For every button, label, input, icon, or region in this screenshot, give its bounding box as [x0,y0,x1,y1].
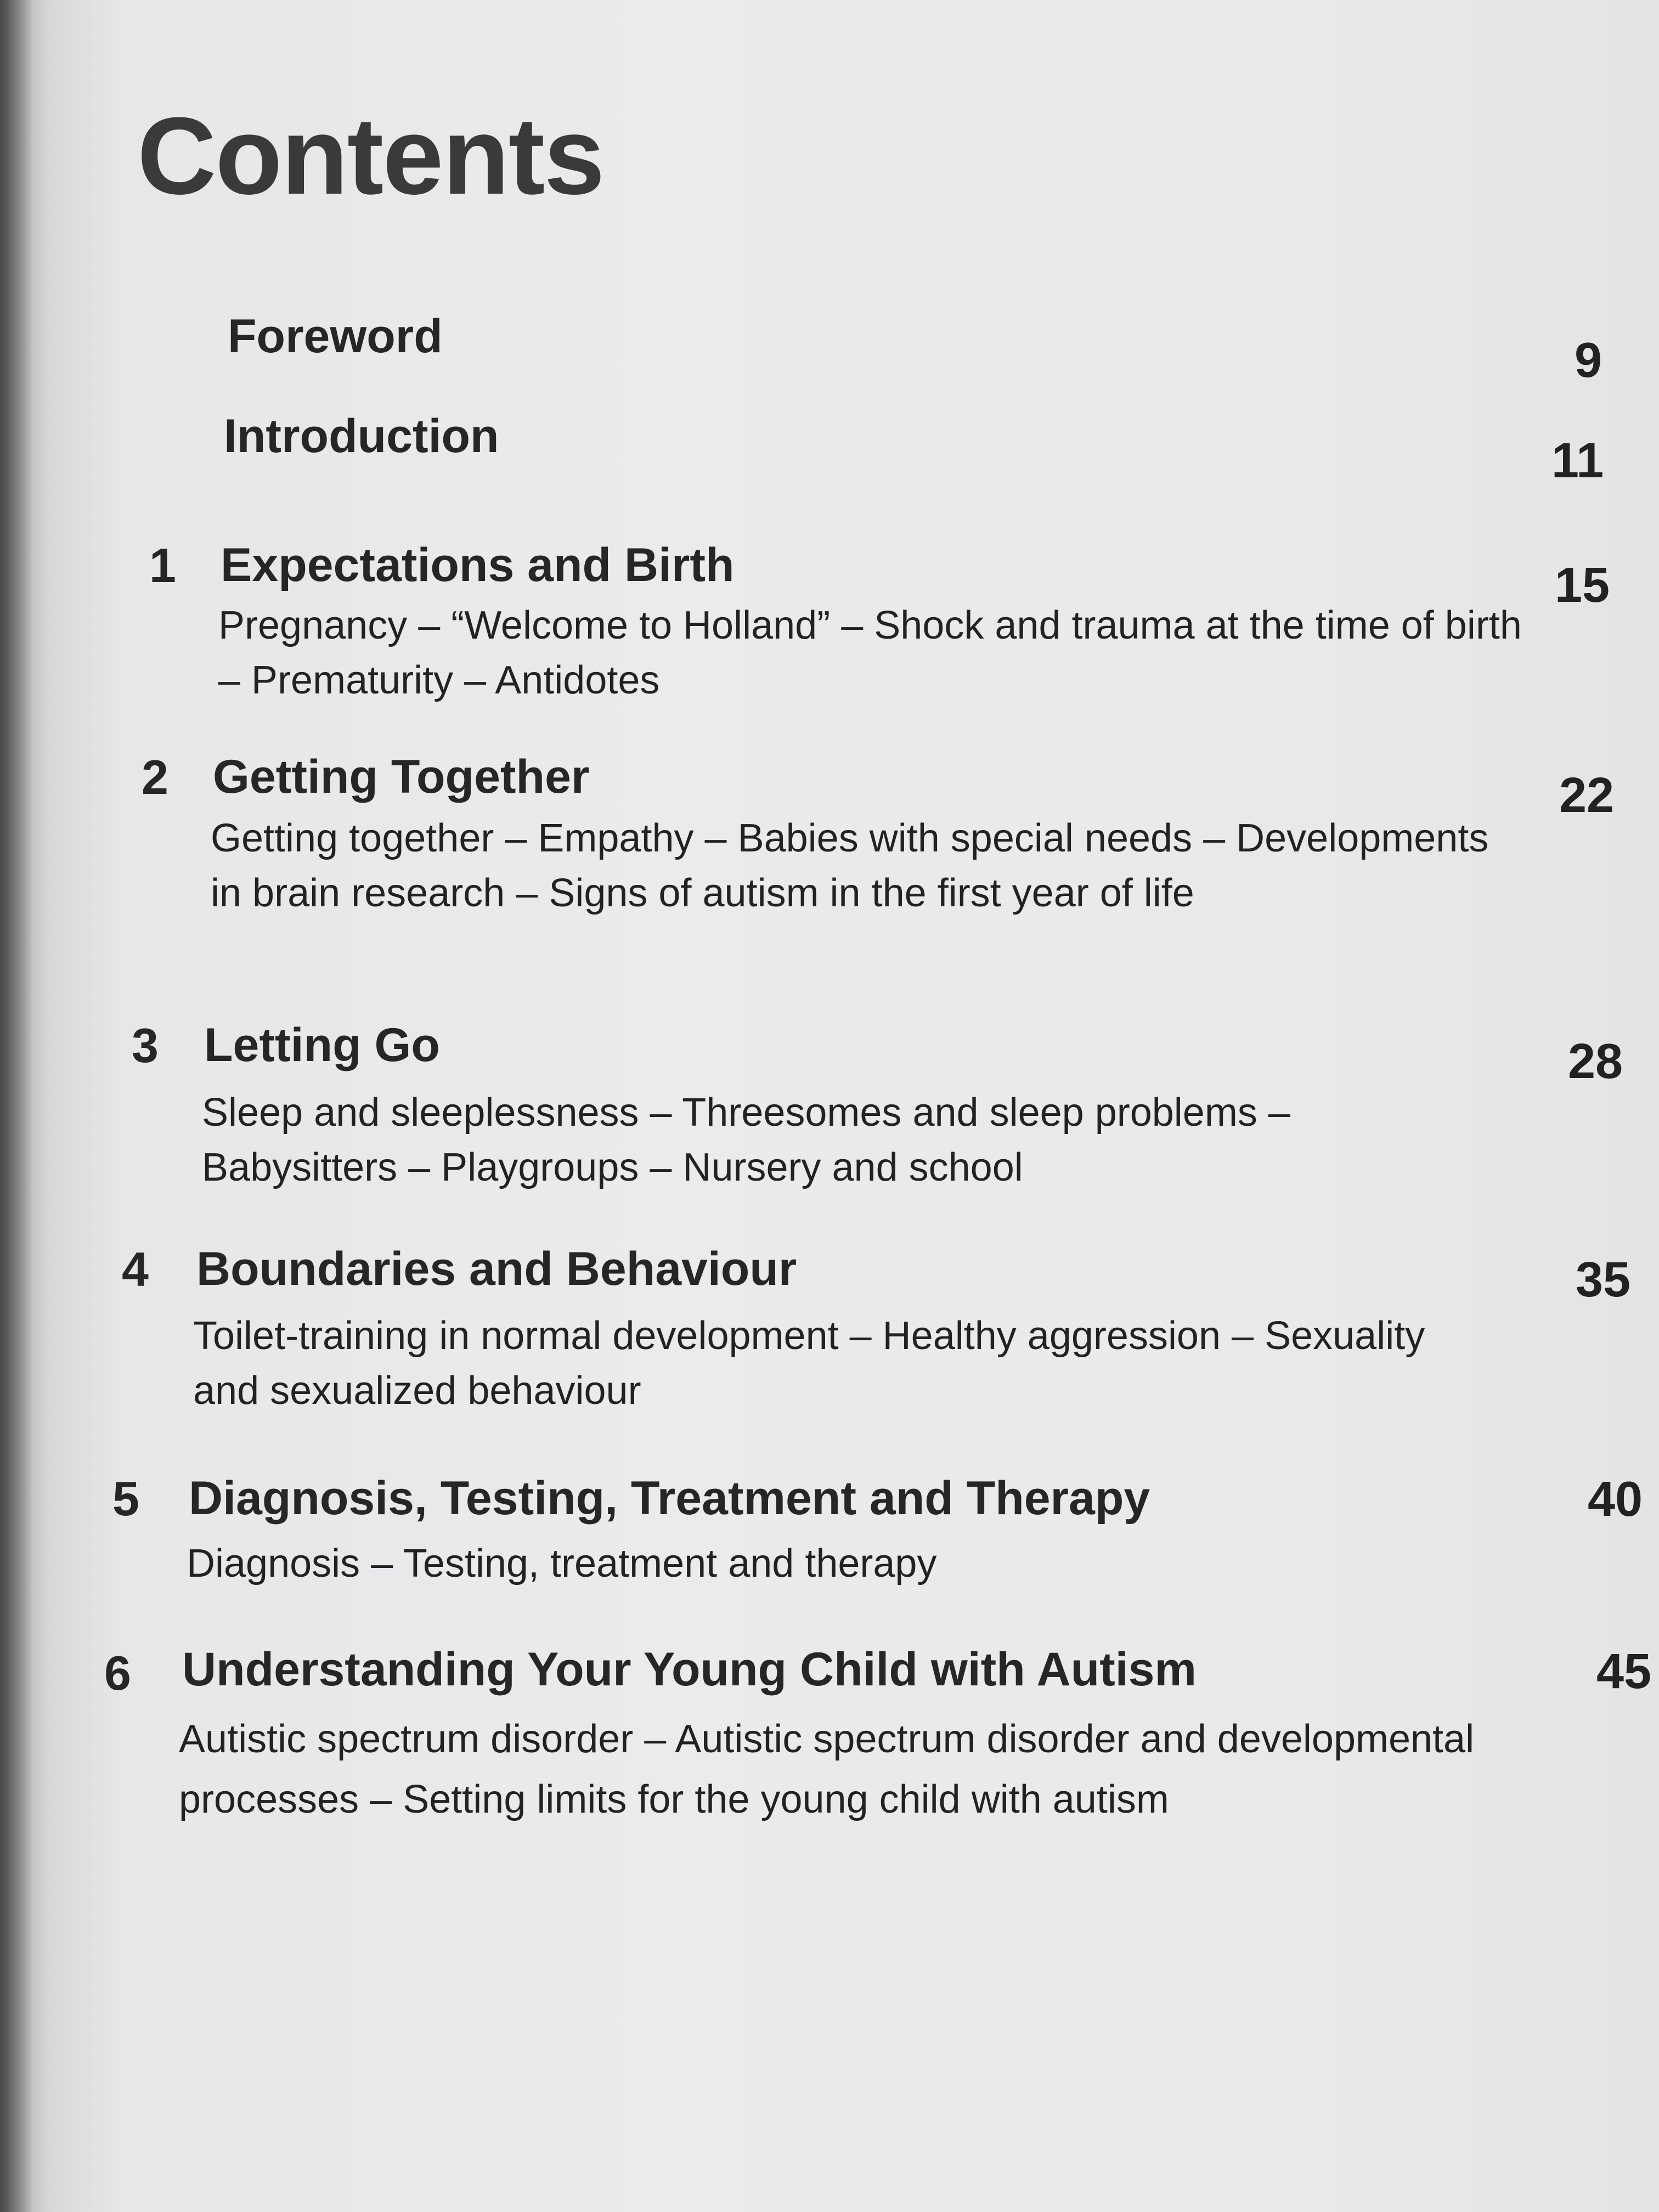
chapter-number: 4 [122,1242,149,1296]
chapter-description: Pregnancy – “Welcome to Holland” – Shock and trauma at the time of birth – Prematurity – Antidotes [218,603,1522,702]
chapter-page: 35 [1576,1252,1631,1307]
chapter-page: 28 [1568,1034,1623,1089]
chapter-description: Diagnosis – Testing, treatment and therapy [187,1542,937,1585]
chapter-title: Diagnosis, Testing, Treatment and Therapy [189,1472,1150,1525]
chapter-number: 5 [112,1471,139,1526]
chapter-description: Getting together – Empathy – Babies with special needs – Developments in brain research – Signs of autism in the first year of life [211,816,1489,915]
chapter-description: Toilet-training in normal development – Healthy aggression – Sexuality and sexualized behaviour [193,1314,1425,1413]
page-title: Contents [137,95,604,217]
chapter-page: 40 [1588,1472,1643,1527]
page-gutter-shadow [0,0,33,2212]
chapter-title: Understanding Your Young Child with Autism [182,1643,1197,1696]
chapter-title: Expectations and Birth [221,539,735,591]
chapter-description: Sleep and sleeplessness – Threesomes and sleep problems – Babysitters – Playgroups – Nursery and school [202,1091,1290,1189]
chapter-number: 6 [104,1646,131,1700]
chapter-title: Getting Together [213,751,590,803]
chapter-page: 22 [1559,768,1615,823]
front-matter-foreword: Foreword [228,310,443,363]
front-matter-introduction-page: 11 [1551,433,1604,488]
front-matter-introduction: Introduction [224,410,499,462]
chapter-title: Letting Go [204,1019,440,1071]
chapter-number: 3 [132,1018,159,1073]
chapter-number: 2 [142,750,168,804]
chapter-number: 1 [149,538,176,592]
chapter-page: 15 [1555,558,1610,613]
front-matter-foreword-page: 9 [1575,333,1602,388]
chapter-page: 45 [1596,1644,1652,1699]
chapter-title: Boundaries and Behaviour [196,1243,797,1295]
chapter-description: Autistic spectrum disorder – Autistic spectrum disorder and developmental processes – Setting limits for the young child with autism [179,1717,1475,1821]
